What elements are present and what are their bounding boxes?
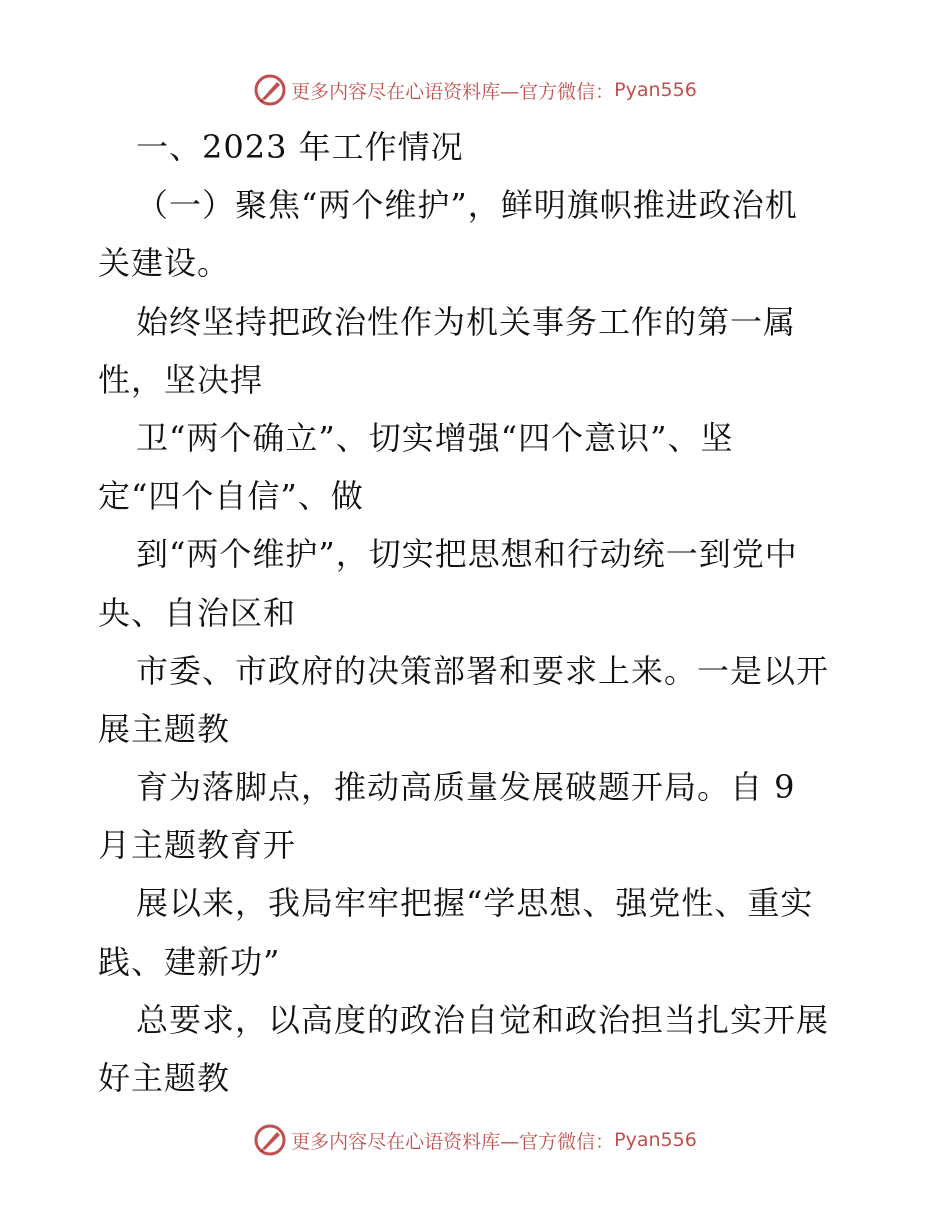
paragraph-line: 展以来，我局牢牢把握“学思想、强党性、重实 — [136, 884, 814, 923]
paragraph-line: 卫“两个确立”、切实增强“四个意识”、坚 — [136, 418, 734, 457]
banner-text: 更多内容尽在心语资料库—官方微信： — [291, 80, 615, 103]
paragraph-line: 定“四个自信”、做 — [98, 477, 364, 516]
banner-text: 更多内容尽在心语资料库—官方微信： — [291, 1130, 615, 1153]
paragraph-line: 市委、市政府的决策部署和要求上来。一是以开 — [136, 651, 830, 690]
paragraph-line: 关建设。 — [98, 244, 231, 283]
paragraph-line: 育为落脚点，推动高质量发展破题开局。自 9 — [136, 768, 796, 807]
document-body — [98, 118, 858, 1107]
paragraph-line: 性，坚决捍 — [98, 360, 264, 399]
paragraph-line: 月主题教育开 — [98, 826, 297, 865]
subsection-heading: （一）聚焦“两个维护”，鲜明旗帜推进政治机 — [136, 186, 798, 225]
paragraph-line: 始终坚持把政治性作为机关事务工作的第一属 — [136, 302, 797, 341]
paragraph-line: 央、自治区和 — [98, 593, 297, 632]
section-heading: 一、2023 年工作情况 — [136, 128, 464, 166]
footer-banner — [0, 1120, 950, 1160]
quill-pen-circle-icon — [253, 73, 287, 107]
banner-wechat-id: Pyan556 — [614, 1129, 697, 1151]
paragraph-line: 好主题教 — [98, 1059, 231, 1097]
paragraph-line: 总要求，以高度的政治自觉和政治担当扎实开展 — [136, 1000, 830, 1039]
banner-wechat-id: Pyan556 — [614, 79, 697, 101]
paragraph-line: 展主题教 — [98, 709, 231, 748]
paragraph-line: 践、建新功” — [98, 942, 281, 981]
quill-pen-circle-icon — [253, 1123, 287, 1157]
paragraph-line: 到“两个维护”，切实把思想和行动统一到党中 — [136, 535, 798, 574]
header-banner — [0, 70, 950, 110]
